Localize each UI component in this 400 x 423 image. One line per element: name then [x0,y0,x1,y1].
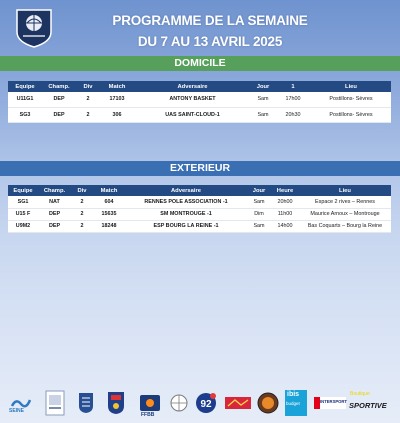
cell-jour: Sam [257,111,269,118]
department-92-logo-icon [193,386,219,420]
col-adversaire: Adversaire [177,83,208,90]
cell-equipe: U15 F [15,211,31,217]
cell-div: 2 [86,96,90,103]
cell-equipe: SG3 [19,111,31,118]
ibis-sub-label: budget [286,401,300,406]
cell-match: 604 [104,198,114,205]
page-title-line1: PROGRAMME DE LA SEMAINE [112,13,308,28]
svg-text:92: 92 [200,399,212,410]
cell-equipe: U11G1 [16,96,34,103]
table-row [8,208,391,220]
club-logo-icon [13,6,55,48]
cell-heure: 20h00 [277,198,293,205]
cell-equipe: SG1 [17,198,29,205]
exterieur-banner: EXTERIEUR [0,161,400,176]
seine-logo-icon [8,386,34,420]
cell-div: 2 [80,223,84,229]
cell-adversaire: ANTONY BASKET [169,96,216,103]
cell-champ: DEP [53,96,65,103]
cell-lieu: Bas Coquarts – Bourg la Reine [307,223,383,229]
cell-match: 17103 [109,96,125,103]
cell-div: 2 [80,198,84,205]
cell-lieu: Maurice Arnoux – Montrouge [310,211,380,217]
col-lieu: Lieu [345,83,357,90]
shield-logo-icon [44,386,66,420]
table-row [8,92,391,107]
cell-champ: DEP [53,111,65,118]
exterieur-header-row [8,185,391,196]
exterieur-table [8,185,391,233]
table-row [8,220,391,232]
ball-logo-icon [168,386,190,420]
cell-match: 306 [112,111,122,118]
cell-adversaire: UAS SAINT-CLOUD-1 [165,111,220,118]
sportive-label: SPORTIVE [349,401,387,410]
cell-champ: DEP [48,223,61,229]
col-equipe: Equipe [15,83,35,90]
cell-champ: DEP [48,211,61,217]
cell-adversaire: ESP BOURG LA REINE -1 [153,223,219,229]
col-equipe: Equipe [13,187,33,194]
cell-heure: 20h30 [285,111,301,118]
cell-lieu: Espace 2 rives – Rennes [315,198,375,205]
city-crest-icon [106,386,126,420]
cell-heure: 11h00 [277,211,293,217]
cell-lieu: Postillons- Sèvres [329,96,373,103]
page-title-line2: DU 7 AU 13 AVRIL 2025 [137,34,283,49]
table-row [8,196,391,208]
col-div: Div [83,83,93,90]
domicile-table [8,81,391,123]
round-sponsor-logo-icon [256,386,280,420]
col-jour: Jour [256,83,270,90]
cell-div: 2 [80,211,84,217]
col-champ: Champ. [43,187,66,194]
col-heure: 1 [291,83,295,90]
col-adversaire: Adversaire [171,187,201,194]
sponsor-strip [0,386,400,422]
cell-heure: 14h00 [277,223,293,229]
department-logo-icon [77,386,95,420]
cell-div: 2 [86,111,90,118]
cell-match: 18248 [101,223,117,229]
col-jour: Jour [252,187,266,194]
cell-adversaire: SM MONTROUGE -1 [160,211,212,217]
col-div: Div [77,187,87,194]
cell-jour: Sam [257,96,269,103]
cell-equipe: U9M2 [15,223,31,229]
sponsor-red-logo-icon [224,386,252,420]
cell-lieu: Postillons- Sèvres [329,111,373,118]
col-champ: Champ. [48,83,70,90]
seine-label: SEINE [9,408,25,414]
sportive-prefix-label: Boutique [350,391,370,397]
domicile-header-row [8,81,391,92]
cell-match: 15635 [101,211,117,217]
cell-jour: Sam [253,223,265,229]
cell-champ: NAT [49,198,60,205]
ibis-label: ibis [287,391,300,398]
intersport-label: INTERSPORT [320,399,347,404]
cell-jour: Sam [253,198,265,205]
cell-heure: 17h00 [285,96,301,103]
domicile-banner: DOMICILE [0,56,400,71]
ffbb-label: FFBB [141,412,155,418]
col-match: Match [108,83,126,90]
col-match: Match [100,187,118,194]
cell-jour: Dim [254,211,264,217]
cell-adversaire: RENNES POLE ASSOCIATION -1 [144,198,228,205]
col-heure: Heure [276,187,294,194]
table-row [8,107,391,122]
col-lieu: Lieu [339,187,351,194]
